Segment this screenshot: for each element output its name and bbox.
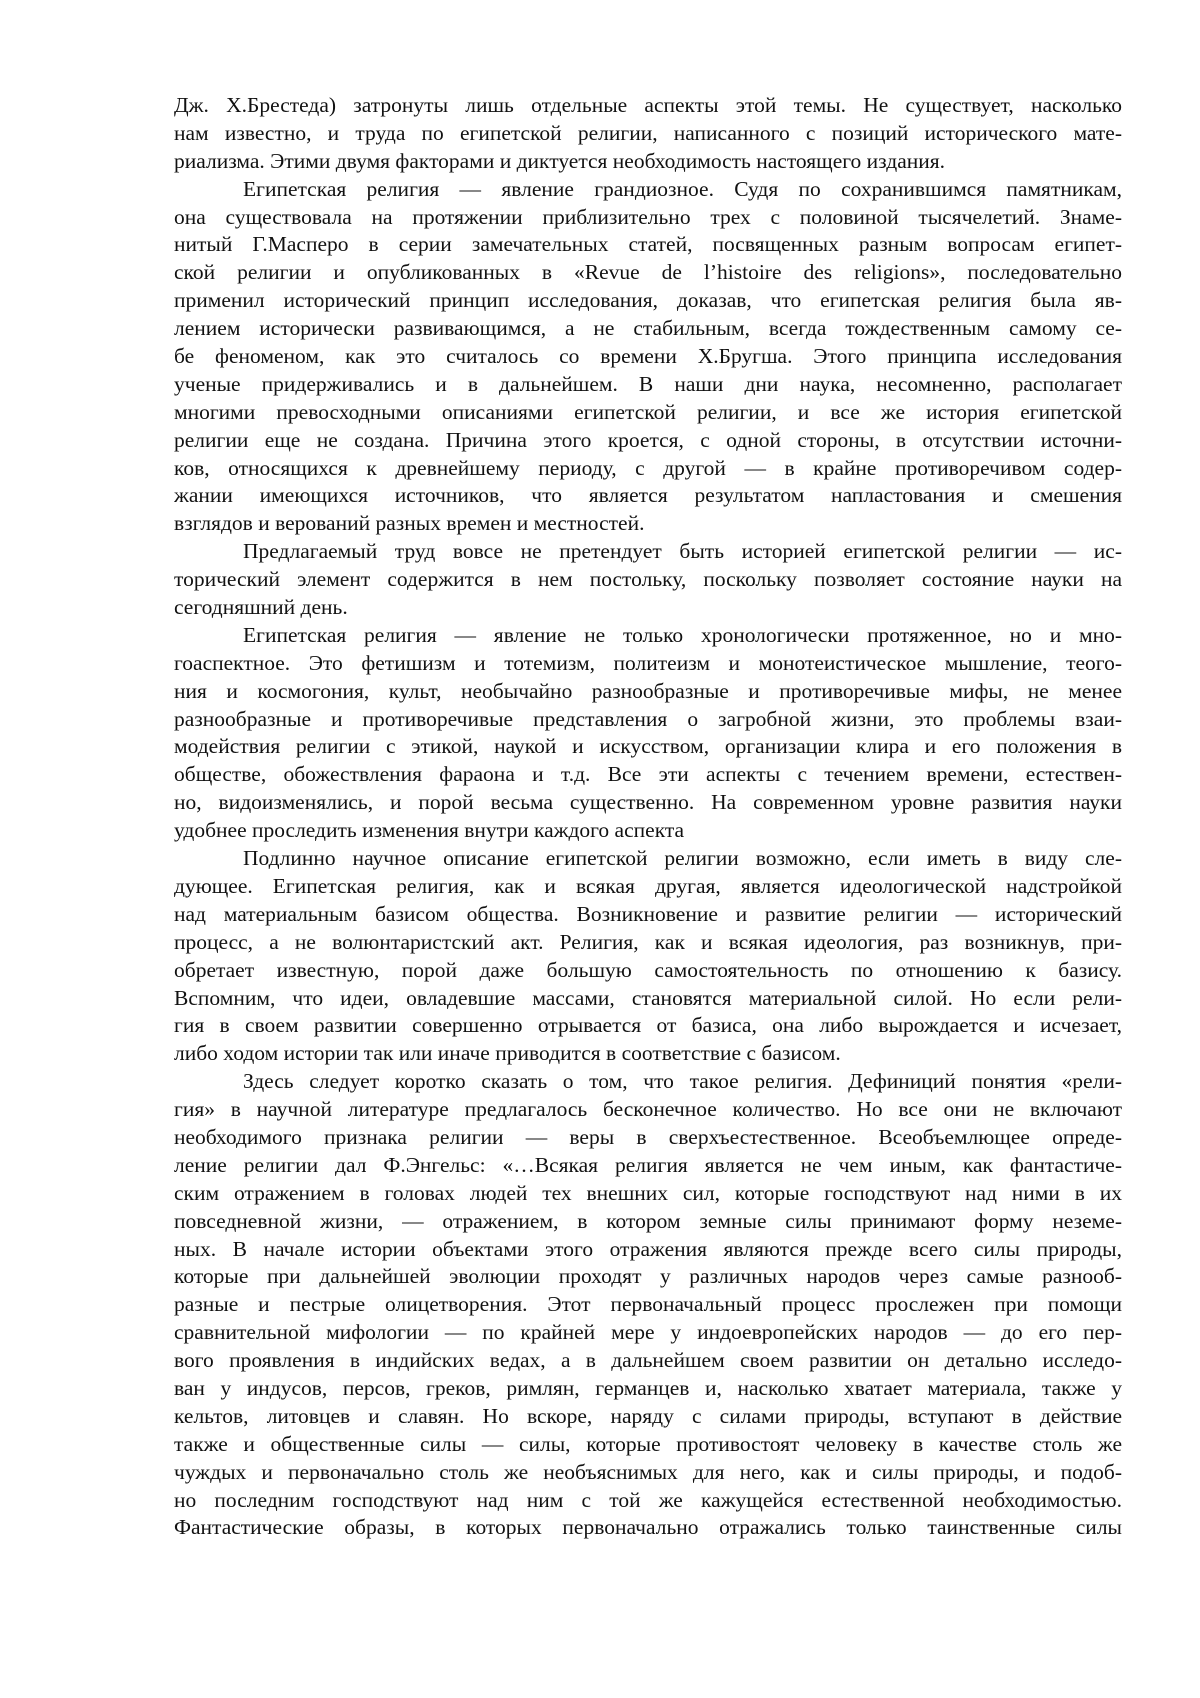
text-line: жании имеющихся источников, что является результатом напластования и смешения — [174, 482, 1122, 510]
text-line: она существовала на протяжении приблизительно трех с половиной тысячелетий. Знаме- — [174, 204, 1122, 232]
text-line: либо ходом истории так или иначе приводится в соответствие с базисом. — [174, 1040, 1122, 1068]
text-line: но последним господствуют над ним с той же кажущейся естественной необходимостью. — [174, 1487, 1122, 1515]
text-line: процесс, а не волюнтаристский акт. Религия, как и всякая идеология, раз возникнув, при- — [174, 929, 1122, 957]
text-line: модействия религии с этикой, наукой и искусством, организации клира и его положения в — [174, 733, 1122, 761]
text-line: ван у индусов, персов, греков, римлян, германцев и, насколько хватает материала, также у — [174, 1375, 1122, 1403]
text-line: взглядов и верований разных времен и местностей. — [174, 510, 1122, 538]
text-line: риализма. Этими двумя факторами и диктуется необходимость настоящего издания. — [174, 148, 1122, 176]
text-line: гия» в научной литературе предлагалось бесконечное количество. Но все они не включают — [174, 1096, 1122, 1124]
text-line: нитый Г.Масперо в серии замечательных статей, посвященных разным вопросам египет- — [174, 231, 1122, 259]
text-line: Фантастические образы, в которых первоначально отражались только таинственные силы — [174, 1514, 1122, 1542]
text-line: Предлагаемый труд вовсе не претендует быть историей египетской религии — ис- — [174, 538, 1122, 566]
text-line: чуждых и первоначально столь же необъяснимых для него, как и силы природы, и подоб- — [174, 1459, 1122, 1487]
text-line: ление религии дал Ф.Энгельс: «…Всякая религия является не чем иным, как фантастиче- — [174, 1152, 1122, 1180]
text-line: нам известно, и труда по египетской религии, написанного с позиций исторического мате- — [174, 120, 1122, 148]
text-line: бе феноменом, как это считалось со времени Х.Бругша. Этого принципа исследования — [174, 343, 1122, 371]
text-line: разнообразные и противоречивые представления о загробной жизни, это проблемы взаи- — [174, 706, 1122, 734]
text-line: сравнительной мифологии — по крайней мере у индоевропейских народов — до его пер- — [174, 1319, 1122, 1347]
text-line: применил исторический принцип исследования, доказав, что египетская религия была яв- — [174, 287, 1122, 315]
text-line: Дж. Х.Брестеда) затронуты лишь отдельные аспекты этой темы. Не существует, насколько — [174, 92, 1122, 120]
text-line: торический элемент содержится в нем постольку, поскольку позволяет состояние науки на — [174, 566, 1122, 594]
text-line: обретает известную, порой даже большую самостоятельность по отношению к базису. — [174, 957, 1122, 985]
text-line: разные и пестрые олицетворения. Этот первоначальный процесс прослежен при помощи — [174, 1291, 1122, 1319]
document-page — [174, 92, 1122, 1542]
text-line: Египетская религия — явление не только хронологически протяженное, но и мно- — [174, 622, 1122, 650]
text-line: обществе, обожествления фараона и т.д. Все эти аспекты с течением времени, естествен- — [174, 761, 1122, 789]
text-line: ков, относящихся к древнейшему периоду, с другой — в крайне противоречивом содер- — [174, 455, 1122, 483]
text-line: Вспомним, что идеи, овладевшие массами, становятся материальной силой. Но если рели- — [174, 985, 1122, 1013]
text-line: религии еще не создана. Причина этого кроется, с одной стороны, в отсутствии источни- — [174, 427, 1122, 455]
text-line: ных. В начале истории объектами этого отражения являются прежде всего силы природы, — [174, 1236, 1122, 1264]
text-line: гоаспектное. Это фетишизм и тотемизм, политеизм и монотеистическое мышление, теого- — [174, 650, 1122, 678]
text-line: ученые придерживались и в дальнейшем. В наши дни наука, несомненно, располагает — [174, 371, 1122, 399]
text-line: также и общественные силы — силы, которые противостоят человеку в качестве столь же — [174, 1431, 1122, 1459]
text-line: необходимого признака религии — веры в сверхъестественное. Всеобъемлющее опреде- — [174, 1124, 1122, 1152]
text-line: которые при дальнейшей эволюции проходят у различных народов через самые разнооб- — [174, 1263, 1122, 1291]
text-line: Подлинно научное описание египетской религии возможно, если иметь в виду сле- — [174, 845, 1122, 873]
text-line: вого проявления в индийских ведах, а в дальнейшем своем развитии он детально исследо- — [174, 1347, 1122, 1375]
text-line: Египетская религия — явление грандиозное. Судя по сохранившимся памятникам, — [174, 176, 1122, 204]
text-line: ния и космогония, культ, необычайно разнообразные и противоречивые мифы, не менее — [174, 678, 1122, 706]
paragraph-proposed-work — [174, 538, 1122, 622]
paragraph-egyptian-religion-grandiose — [174, 176, 1122, 539]
text-line: ской религии и опубликованных в «Revue de l’histoire des religions», последовательно — [174, 259, 1122, 287]
paragraph-intro-continuation — [174, 92, 1122, 176]
text-line: ским отражением в головах людей тех внешних сил, которые господствуют над ними в их — [174, 1180, 1122, 1208]
text-line: многими превосходными описаниями египетской религии, и все же история египетской — [174, 399, 1122, 427]
text-line: дующее. Египетская религия, как и всякая другая, является идеологической надстройкой — [174, 873, 1122, 901]
text-line: над материальным базисом общества. Возникновение и развитие религии — исторический — [174, 901, 1122, 929]
text-line: Здесь следует коротко сказать о том, что такое религия. Дефиниций понятия «рели- — [174, 1068, 1122, 1096]
paragraph-scientific-description — [174, 845, 1122, 1068]
text-line: повседневной жизни, — отражением, в котором земные силы принимают форму неземе- — [174, 1208, 1122, 1236]
paragraph-multiaspect — [174, 622, 1122, 845]
text-line: гия в своем развитии совершенно отрывается от базиса, она либо вырождается и исчезает, — [174, 1012, 1122, 1040]
text-line: сегодняшний день. — [174, 594, 1122, 622]
text-line: удобнее проследить изменения внутри каждого аспекта — [174, 817, 1122, 845]
paragraph-definition-of-religion — [174, 1068, 1122, 1542]
text-line: но, видоизменялись, и порой весьма существенно. На современном уровне развития науки — [174, 789, 1122, 817]
text-line: кельтов, литовцев и славян. Но вскоре, наряду с силами природы, вступают в действие — [174, 1403, 1122, 1431]
text-line: лением исторически развивающимся, а не стабильным, всегда тождественным самому се- — [174, 315, 1122, 343]
